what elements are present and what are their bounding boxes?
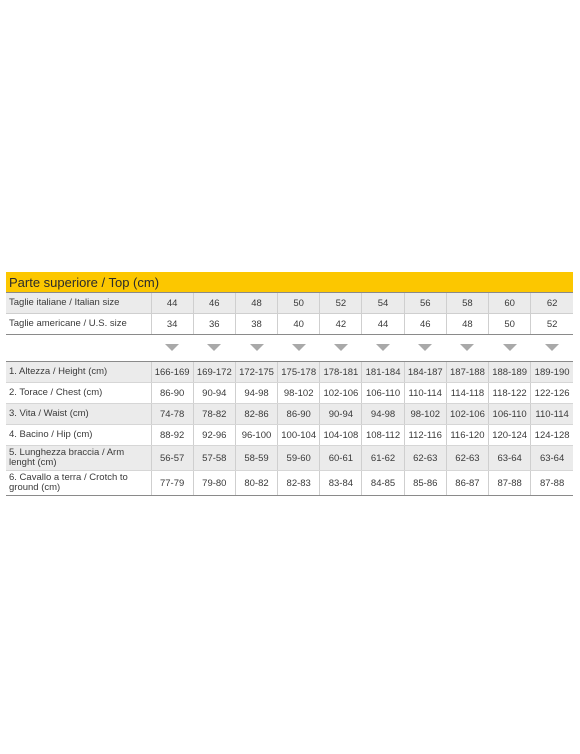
measurement-value: 86-87	[446, 471, 488, 496]
measurement-value: 74-78	[151, 404, 193, 425]
measurement-row	[6, 383, 573, 404]
measurement-value: 175-178	[278, 362, 320, 383]
measurement-value: 88-92	[151, 425, 193, 446]
measurement-label: 1. Altezza / Height (cm)	[6, 362, 151, 383]
us-size-row-value: 46	[404, 314, 446, 335]
arrow-cell	[531, 335, 573, 362]
measurement-value: 86-90	[151, 383, 193, 404]
arrow-cell	[446, 335, 488, 362]
us-size-row-value: 48	[446, 314, 488, 335]
measurement-value: 63-64	[531, 446, 573, 471]
measurement-value: 63-64	[489, 446, 531, 471]
measurement-row	[6, 446, 573, 471]
measurement-value: 56-57	[151, 446, 193, 471]
measurement-value: 87-88	[489, 471, 531, 496]
italian-size-row-value: 60	[489, 293, 531, 314]
measurement-value: 82-86	[235, 404, 277, 425]
measurement-label: 5. Lunghezza braccia / Arm lenght (cm)	[6, 446, 151, 471]
arrow-cell	[362, 335, 404, 362]
measurement-value: 90-94	[193, 383, 235, 404]
arrow-cell	[193, 335, 235, 362]
down-arrow-icon	[250, 344, 264, 351]
us-size-row-value: 36	[193, 314, 235, 335]
measurement-value: 166-169	[151, 362, 193, 383]
measurement-label: 2. Torace / Chest (cm)	[6, 383, 151, 404]
arrow-row-spacer	[6, 335, 151, 362]
us-size-row-value: 34	[151, 314, 193, 335]
measurement-row	[6, 362, 573, 383]
measurement-value: 94-98	[362, 404, 404, 425]
arrow-cell	[320, 335, 362, 362]
measurement-value: 78-82	[193, 404, 235, 425]
size-table	[6, 293, 573, 496]
us-size-row-label: Taglie americane / U.S. size	[6, 314, 151, 335]
arrow-cell	[235, 335, 277, 362]
measurement-value: 116-120	[446, 425, 488, 446]
measurement-value: 102-106	[446, 404, 488, 425]
measurement-value: 79-80	[193, 471, 235, 496]
measurement-value: 114-118	[446, 383, 488, 404]
measurement-value: 188-189	[489, 362, 531, 383]
measurement-value: 80-82	[235, 471, 277, 496]
measurement-label: 4. Bacino / Hip (cm)	[6, 425, 151, 446]
measurement-value: 94-98	[235, 383, 277, 404]
measurement-value: 122-126	[531, 383, 573, 404]
down-arrow-icon	[334, 344, 348, 351]
us-size-row-value: 42	[320, 314, 362, 335]
measurement-value: 60-61	[320, 446, 362, 471]
measurement-value: 120-124	[489, 425, 531, 446]
measurement-value: 106-110	[362, 383, 404, 404]
measurement-value: 110-114	[404, 383, 446, 404]
measurement-value: 62-63	[446, 446, 488, 471]
down-arrow-icon	[207, 344, 221, 351]
measurement-value: 84-85	[362, 471, 404, 496]
down-arrow-icon	[460, 344, 474, 351]
measurement-value: 106-110	[489, 404, 531, 425]
measurement-value: 77-79	[151, 471, 193, 496]
us-size-row	[6, 314, 573, 335]
italian-size-row	[6, 293, 573, 314]
measurement-value: 187-188	[446, 362, 488, 383]
measurement-value: 124-128	[531, 425, 573, 446]
measurement-value: 100-104	[278, 425, 320, 446]
italian-size-row-value: 52	[320, 293, 362, 314]
arrow-row	[6, 335, 573, 362]
measurement-value: 104-108	[320, 425, 362, 446]
arrow-cell	[489, 335, 531, 362]
measurement-label: 3. Vita / Waist (cm)	[6, 404, 151, 425]
italian-size-row-value: 48	[235, 293, 277, 314]
measurement-value: 172-175	[235, 362, 277, 383]
italian-size-row-value: 54	[362, 293, 404, 314]
measurement-value: 83-84	[320, 471, 362, 496]
us-size-row-value: 52	[531, 314, 573, 335]
size-chart	[6, 272, 573, 496]
measurement-label: 6. Cavallo a terra / Crotch to ground (cm)	[6, 471, 151, 496]
measurement-value: 87-88	[531, 471, 573, 496]
measurement-value: 98-102	[278, 383, 320, 404]
measurement-value: 102-106	[320, 383, 362, 404]
measurement-value: 181-184	[362, 362, 404, 383]
measurement-value: 57-58	[193, 446, 235, 471]
down-arrow-icon	[418, 344, 432, 351]
measurement-value: 62-63	[404, 446, 446, 471]
measurement-row	[6, 425, 573, 446]
measurement-value: 169-172	[193, 362, 235, 383]
measurement-row	[6, 471, 573, 496]
italian-size-row-value: 56	[404, 293, 446, 314]
measurement-value: 96-100	[235, 425, 277, 446]
measurement-value: 86-90	[278, 404, 320, 425]
down-arrow-icon	[376, 344, 390, 351]
chart-title: Parte superiore / Top (cm)	[6, 272, 573, 293]
down-arrow-icon	[165, 344, 179, 351]
measurement-row	[6, 404, 573, 425]
italian-size-row-label: Taglie italiane / Italian size	[6, 293, 151, 314]
us-size-row-value: 38	[235, 314, 277, 335]
measurement-value: 189-190	[531, 362, 573, 383]
measurement-value: 92-96	[193, 425, 235, 446]
italian-size-row-value: 62	[531, 293, 573, 314]
italian-size-row-value: 46	[193, 293, 235, 314]
measurement-value: 90-94	[320, 404, 362, 425]
us-size-row-value: 44	[362, 314, 404, 335]
measurement-value: 82-83	[278, 471, 320, 496]
arrow-cell	[151, 335, 193, 362]
measurement-value: 112-116	[404, 425, 446, 446]
measurement-value: 59-60	[278, 446, 320, 471]
measurement-value: 178-181	[320, 362, 362, 383]
measurement-value: 58-59	[235, 446, 277, 471]
measurement-value: 85-86	[404, 471, 446, 496]
down-arrow-icon	[545, 344, 559, 351]
italian-size-row-value: 50	[278, 293, 320, 314]
down-arrow-icon	[503, 344, 517, 351]
arrow-cell	[404, 335, 446, 362]
measurement-value: 98-102	[404, 404, 446, 425]
arrow-cell	[278, 335, 320, 362]
us-size-row-value: 40	[278, 314, 320, 335]
measurement-value: 61-62	[362, 446, 404, 471]
italian-size-row-value: 58	[446, 293, 488, 314]
us-size-row-value: 50	[489, 314, 531, 335]
measurement-value: 184-187	[404, 362, 446, 383]
down-arrow-icon	[292, 344, 306, 351]
measurement-value: 118-122	[489, 383, 531, 404]
italian-size-row-value: 44	[151, 293, 193, 314]
measurement-value: 110-114	[531, 404, 573, 425]
measurement-value: 108-112	[362, 425, 404, 446]
